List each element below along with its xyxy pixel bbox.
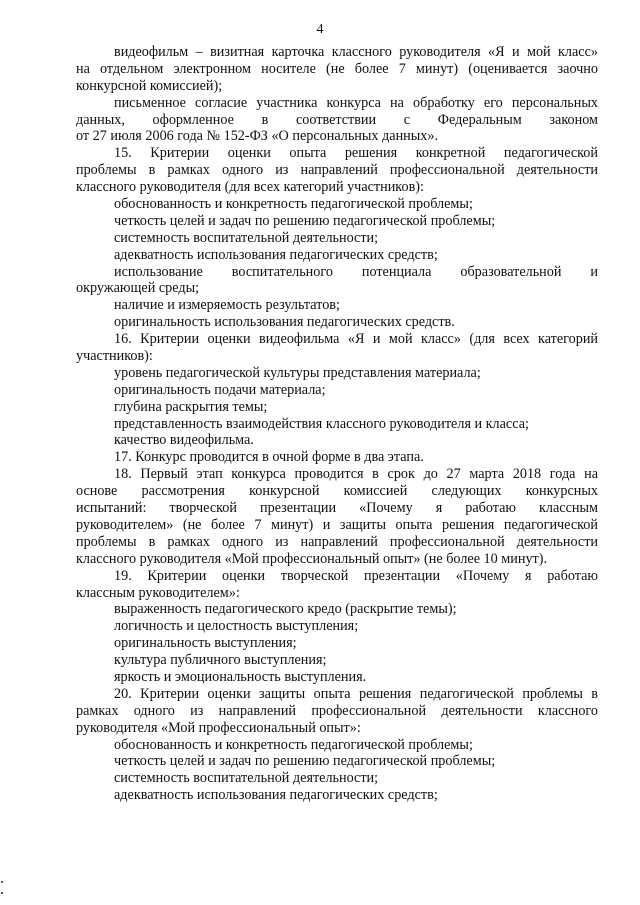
text-line: 17. Конкурс проводится в очной форме в два этапа. <box>114 449 424 466</box>
text-line: участников): <box>76 348 153 365</box>
scan-mark <box>1 881 3 883</box>
text-line: четкость целей и задач по решению педагогической проблемы; <box>114 212 496 229</box>
text-line: основе рассмотрения конкурсной комиссией следующих конкурсных <box>76 483 598 500</box>
text-line: проблемы в рамках одного из направлений профессиональной деятельности <box>76 162 598 179</box>
text-line: системность воспитательной деятельности; <box>114 229 379 246</box>
text-line: 20. Критерии оценки защиты опыта решения педагогической проблемы в <box>114 685 598 702</box>
text-line: классного руководителя (для всех категорий участников): <box>76 179 424 196</box>
text-line: проблемы в рамках одного из направлений профессиональной деятельности <box>76 533 598 550</box>
text-line: адекватность использования педагогических средств; <box>114 246 438 263</box>
text-line: рамках одного из направлений профессиональной деятельности классного <box>76 702 598 719</box>
text-line: уровень педагогической культуры представления материала; <box>114 364 481 381</box>
text-line: на отдельном электронном носителе (не более 7 минут) (оценивается заочно <box>76 60 598 77</box>
text-line: от 27 июля 2006 года № 152-ФЗ «О персональных данных». <box>76 128 439 145</box>
text-line: классного руководителя «Мой профессиональный опыт» (не более 10 минут). <box>76 550 548 567</box>
text-line: письменное согласие участника конкурса на обработку его персональных <box>114 94 598 111</box>
text-line: логичность и целостность выступления; <box>114 618 359 635</box>
text-line: окружающей среды; <box>76 280 200 297</box>
scan-mark <box>1 892 3 894</box>
text-line: данных, оформленное в соответствии с Федеральным законом <box>76 111 598 128</box>
text-line: использование воспитательного потенциала образовательной и <box>114 263 598 280</box>
text-line: руководителя «Мой профессиональный опыт»: <box>76 719 361 736</box>
text-line: выраженность педагогического кредо (раскрытие темы); <box>114 601 457 618</box>
text-line: видеофильм – визитная карточка классного руководителя «Я и мой класс» <box>114 44 598 60</box>
text-line: испытаний: творческой презентации «Почему я работаю классным <box>76 500 598 517</box>
text-line: качество видеофильма. <box>114 432 254 449</box>
text-line: представленность взаимодействия классного руководителя и класса; <box>114 415 529 432</box>
text-line: обоснованность и конкретность педагогической проблемы; <box>114 196 473 213</box>
text-line: глубина раскрытия темы; <box>114 398 268 415</box>
text-line: оригинальность выступления; <box>114 635 297 652</box>
text-line: 16. Критерии оценки видеофильма «Я и мой класс» (для всех категорий <box>114 331 598 348</box>
text-line: конкурсной комиссией); <box>76 77 223 94</box>
text-line: наличие и измеряемость результатов; <box>114 297 340 314</box>
text-line: культура публичного выступления; <box>114 652 327 669</box>
text-line: руководителем» (не более 7 минут) и защиты опыта решения педагогической <box>76 516 598 533</box>
document-body <box>76 44 598 804</box>
text-line: 19. Критерии оценки творческой презентации «Почему я работаю <box>114 567 598 584</box>
text-line: яркость и эмоциональность выступления. <box>114 668 367 685</box>
text-line: четкость целей и задач по решению педагогической проблемы; <box>114 753 496 770</box>
text-line: обоснованность и конкретность педагогической проблемы; <box>114 736 473 753</box>
text-line: оригинальность подачи материала; <box>114 381 326 398</box>
page-number: 4 <box>316 22 324 37</box>
text-line: 18. Первый этап конкурса проводится в срок до 27 марта 2018 года на <box>114 466 598 483</box>
text-line: системность воспитательной деятельности; <box>114 770 379 787</box>
text-line: 15. Критерии оценки опыта решения конкретной педагогической <box>114 145 598 162</box>
text-line: адекватность использования педагогических средств; <box>114 787 438 804</box>
text-line: классным руководителем»: <box>76 584 240 601</box>
text-line: оригинальность использования педагогических средств. <box>114 314 455 331</box>
